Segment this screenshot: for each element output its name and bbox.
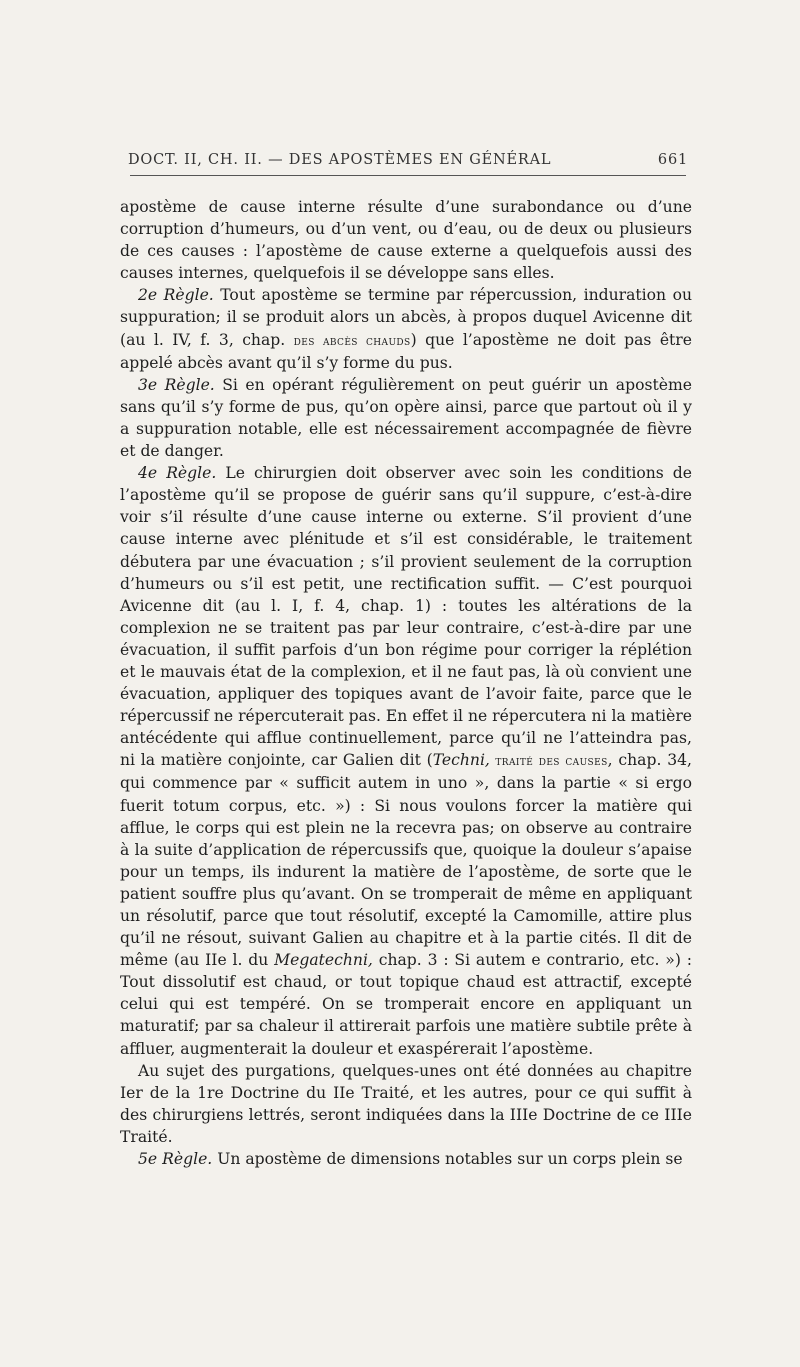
running-title: DOCT. II, CH. II. — DES APOSTÈMES EN GÉNÉRAL bbox=[128, 152, 552, 168]
rule-2-text-b: ) que l’apostème ne doit pas être appelé abcès avant qu’il s’y forme du pus. bbox=[120, 330, 692, 372]
rule-2-smallcaps: des abcès chauds bbox=[293, 332, 411, 349]
rule-2-label: Règle. bbox=[163, 286, 214, 305]
purgations-text: Au sujet des purgations, quelques-unes ont été données au chapitre Ier de la 1re Doctrine du IIe Traité, et les autres, pour ce qui suffit à des chirurgiens lettrés, seront indiquées dans la IIIe Doctrine de ce IIIe Traité. bbox=[120, 1061, 692, 1146]
rule-4-italic-megatechni: Megatechni, bbox=[274, 951, 373, 970]
paragraph-rule-2 bbox=[120, 284, 692, 373]
paragraph-1 bbox=[120, 196, 692, 284]
paragraph-purgations bbox=[120, 1060, 692, 1148]
paragraph-rule-4 bbox=[120, 462, 692, 1060]
rule-4-smallcaps: traité des causes bbox=[489, 753, 608, 770]
paragraph-rule-3 bbox=[120, 374, 692, 462]
rule-4-text-a: Le chirurgien doit observer avec soin les conditions de l’apostème qu’il se propose de guérir sans qu’il suppure, c’est-à-dire voir s’il résulte d’une cause interne ou externe. S’il provient d’une cause interne avec plénitude et s’il est considérable, le traitement débutera par une évacuation ; s’il provient seulement de la corruption d’humeurs ou s’il est petit, une rectification suffit. — C’est pourquoi Avicenne dit (au l. I, f. 4, chap. 1) : toutes les altérations de la complexion ne se traitent pas par leur contraire, c’est-à-dire par une évacuation, il suffit parfois d’un bon régime pour corriger la réplétion et le mauvais état de la complexion, et il ne faut pas, là où convient une évacuation, appliquer des topiques avant de l’avoir faite, parce que le répercussif ne répercuterait pas. En effet il ne répercutera ni la matière antécédente qui afflue continuellement, parce qu’il ne l’atteindra pas, ni la matière conjointe, car Galien dit ( bbox=[120, 464, 692, 770]
rule-3-label: Règle. bbox=[164, 375, 215, 394]
rule-2-text-a: Tout apostème se termine par répercussion, induration ou suppuration; il se produit alors un abcès, à propos duquel Avicenne dit (au l. IV, f. 3, chap. bbox=[120, 286, 692, 349]
rule-5-text: Un apostème de dimensions notables sur un corps plein se bbox=[212, 1150, 683, 1169]
paragraph-rule-5 bbox=[120, 1148, 692, 1170]
rule-3-text: Si en opérant régulièrement on peut guérir un apostème sans qu’il s’y forme de pus, qu’on opère ainsi, parce que partout où il y a suppuration notable, elle est nécessairement accompagnée de fièvre et de danger. bbox=[120, 375, 692, 461]
body-text bbox=[120, 196, 692, 1170]
rule-4-number: 4e bbox=[138, 464, 158, 483]
page-number: 661 bbox=[657, 152, 688, 168]
rule-4-text-c: chap. 3 : Si autem e contrario, etc. ») : Tout dissolutif est chaud, or tout topique chaud est attractif, excepté celui qui est tempéré. On se tromperait encore en appliquant un maturatif; par sa chaleur il attirerait parfois une matière subtile prête à affluer, augmenterait la douleur et exaspérerait l’apostème. bbox=[120, 951, 692, 1058]
rule-4-italic-techni: Techni, bbox=[432, 751, 490, 770]
rule-4-label: Règle. bbox=[166, 464, 217, 483]
rule-5-label: Règle. bbox=[162, 1150, 213, 1169]
paragraph-1-text: apostème de cause interne résulte d’une surabondance ou d’une corruption d’humeurs, ou d’un vent, ou d’eau, ou de deux ou plusieurs de ces causes : l’apostème de cause externe a quelquefois aussi des causes internes, quelquefois il se développe sans elles. bbox=[120, 198, 692, 283]
rule-4-text-b: , chap. 34, qui commence par « sufficit autem in uno », dans la partie « si ergo fuerit totum corpus, etc. ») : Si nous voulons forcer la matière qui afflue, le corps qui est plein ne la recevra pas; on observe au contraire à la suite d’application de répercussifs que, quoique la douleur s’apaise pour un temps, ils indurent la matière de l’apostème, de sorte que le patient souffre plus qu’avant. On se tromperait de même en appliquant un résolutif, parce que tout résolutif, excepté la Camomille, attire plus qu’il ne résout, suivant Galien au chapitre et à la partie cités. Il dit de même (au IIe l. du bbox=[120, 751, 692, 970]
rule-3-number: 3e bbox=[138, 375, 158, 394]
rule-2-number: 2e bbox=[138, 286, 158, 305]
header-rule bbox=[130, 175, 686, 176]
rule-5-number: 5e bbox=[138, 1150, 158, 1169]
